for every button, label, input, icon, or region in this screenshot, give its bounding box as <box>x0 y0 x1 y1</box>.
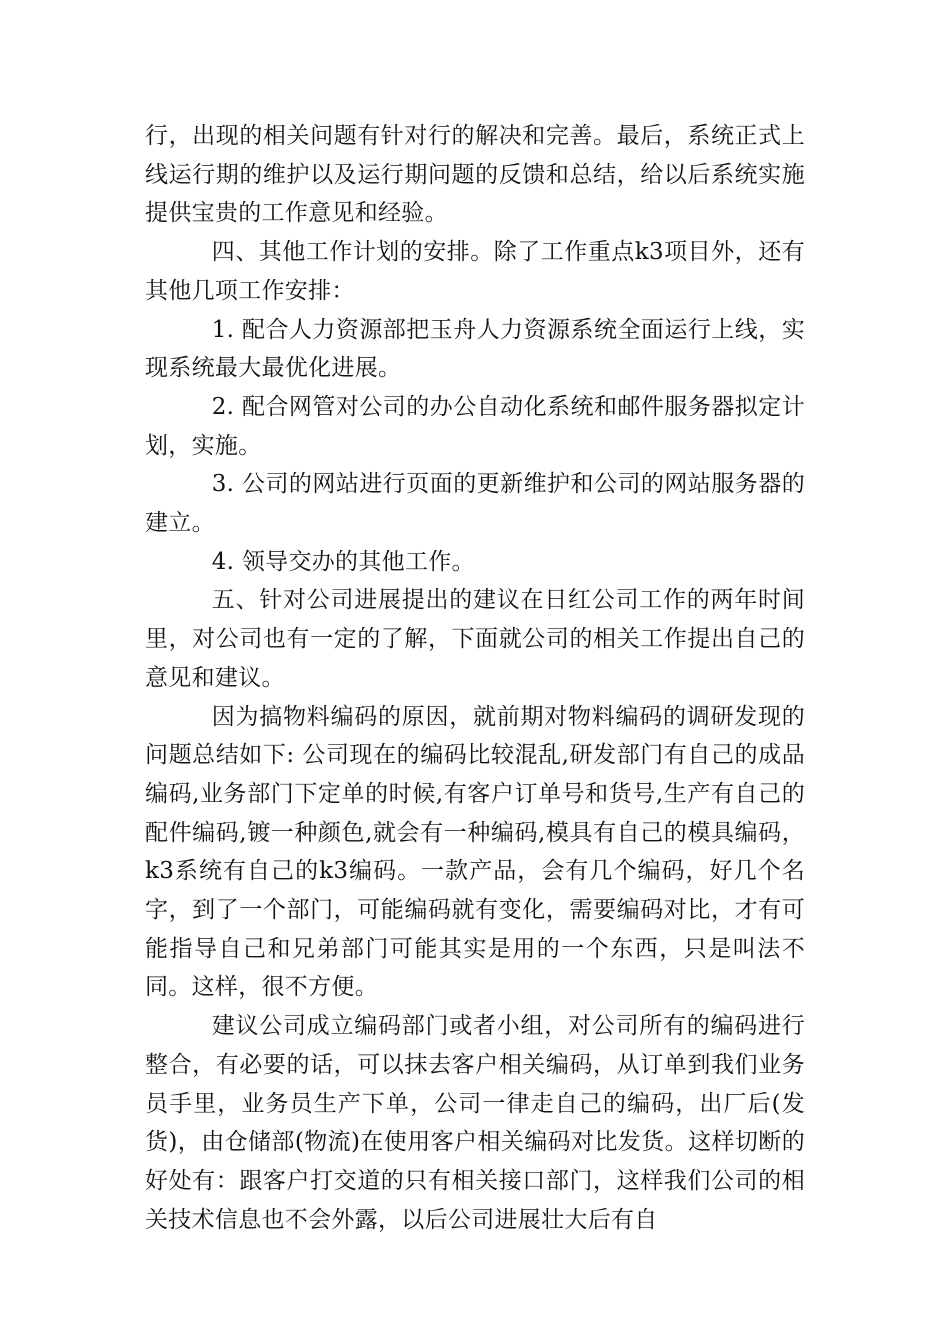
paragraph-coding-suggestion: 建议公司成立编码部门或者小组，对公司所有的编码进行整合，有必要的话，可以抹去客户相关编码，从订单到我们业务员手里，业务员生产下单，公司一律走自己的编码，出厂后(发货)，由仓储部(物流)在使用客户相关编码对比发货。这样切断的好处有：跟客户打交道的只有相关接口部门，这样我们公司的相关技术信息也不会外露，以后公司进展壮大后有自 <box>145 1013 805 1233</box>
paragraph-section-five: 五、针对公司进展提出的建议在日红公司工作的两年时间里，对公司也有一定的了解，下面就公司的相关工作提出自己的意见和建议。 <box>145 587 805 691</box>
document-page <box>145 117 805 1239</box>
paragraph-continuation: 行，出现的相关问题有针对行的解决和完善。最后，系统正式上线运行期的维护以及运行期问题的反馈和总结，给以后系统实施提供宝贵的工作意见和经验。 <box>145 123 805 227</box>
list-item-4: 4. 领导交办的其他工作。 <box>211 548 475 575</box>
paragraph-section-four: 四、其他工作计划的安排。除了工作重点k3项目外，还有其他几项工作安排： <box>145 239 805 304</box>
paragraph-coding-issues: 因为搞物料编码的原因，就前期对物料编码的调研发现的问题总结如下: 公司现在的编码比较混乱,研发部门有自己的成品编码,业务部门下定单的时候,有客户订单号和货号,生产有自己的配件编码,镀一种颜色,就会有一种编码,模具有自己的模具编码，k3系统有自己的k3编码。一款产品，会有几个编码，好几个名字，到了一个部门，可能编码就有变化，需要编码对比，才有可能指导自己和兄弟部门可能其实是用的一个东西，只是叫法不同。这样，很不方便。 <box>145 703 805 1001</box>
list-item-1: 1. 配合人力资源部把玉舟人力资源系统全面运行上线，实现系统最大最优化进展。 <box>145 316 805 382</box>
list-item-3: 3. 公司的网站进行页面的更新维护和公司的网站服务器的建立。 <box>145 471 805 537</box>
list-item-2: 2. 配合网管对公司的办公自动化系统和邮件服务器拟定计划，实施。 <box>145 393 805 459</box>
